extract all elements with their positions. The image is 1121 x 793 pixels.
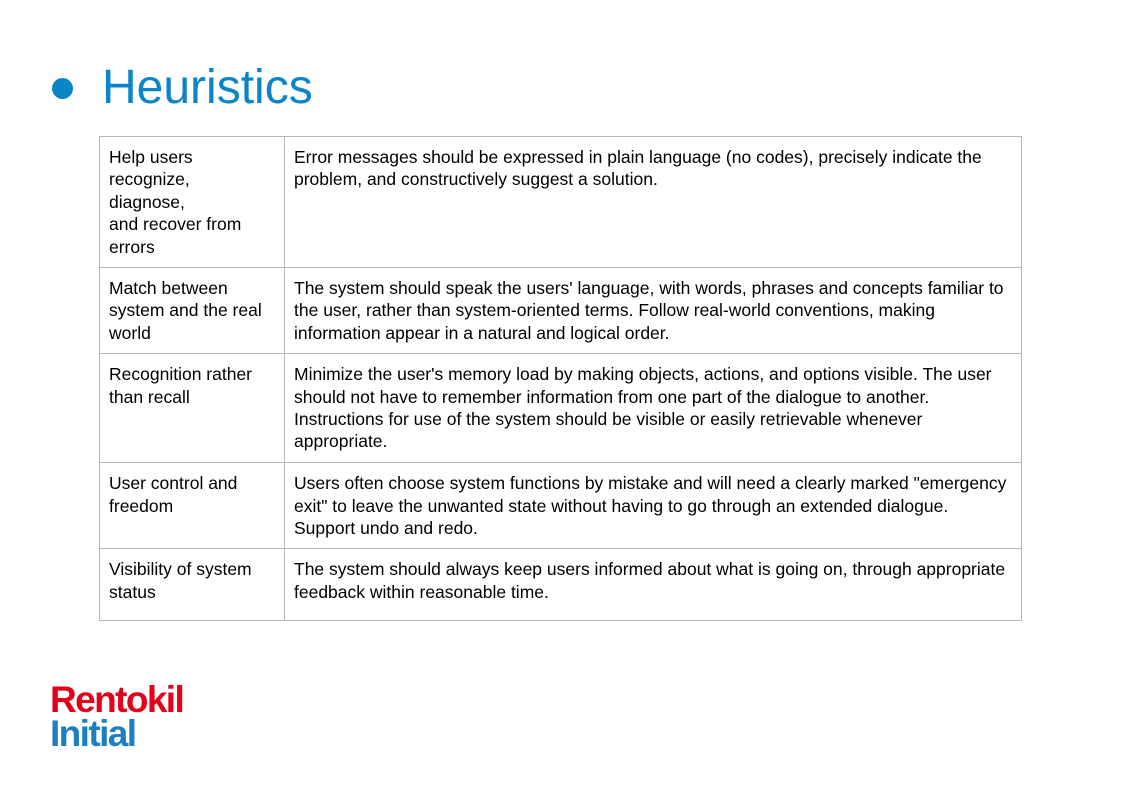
heuristic-name: User control and freedom — [100, 463, 285, 549]
heuristic-description: Minimize the user's memory load by making objects, actions, and options visible. The user should not have to remember information from one part of the dialogue to another. Instructions for use of the system should be visible or easily retrievable whenever appropriate. — [285, 354, 1022, 463]
logo-line-2: Initial — [50, 713, 136, 754]
heuristic-description: Users often choose system functions by mistake and will need a clearly marked "emergency exit" to leave the unwanted state without having to go through an extended dialogue. Support undo and redo. — [285, 463, 1022, 549]
heuristic-description: Error messages should be expressed in plain language (no codes), precisely indicate the problem, and constructively suggest a solution. — [285, 137, 1022, 268]
table-row — [100, 549, 1022, 621]
bullet-icon — [52, 78, 73, 99]
heuristic-name: Visibility of system status — [100, 549, 285, 621]
table-row — [100, 268, 1022, 354]
heuristics-table — [99, 136, 1022, 621]
rentokil-initial-logo — [50, 679, 184, 754]
page-title: Heuristics — [102, 61, 313, 114]
table-row — [100, 354, 1022, 463]
table-row — [100, 463, 1022, 549]
table-row — [100, 137, 1022, 268]
heuristic-name: Match between system and the real world — [100, 268, 285, 354]
heuristic-name: Help users recognize, diagnose, and recover from errors — [100, 137, 285, 268]
heuristic-description: The system should speak the users' language, with words, phrases and concepts familiar to the user, rather than system-oriented terms. Follow real-world conventions, making information appear in a natural and logical order. — [285, 268, 1022, 354]
title-row — [52, 58, 313, 118]
heuristic-description: The system should always keep users informed about what is going on, through appropriate feedback within reasonable time. — [285, 549, 1022, 621]
logo-line-1: Rentokil — [50, 679, 184, 720]
heuristic-name: Recognition rather than recall — [100, 354, 285, 463]
